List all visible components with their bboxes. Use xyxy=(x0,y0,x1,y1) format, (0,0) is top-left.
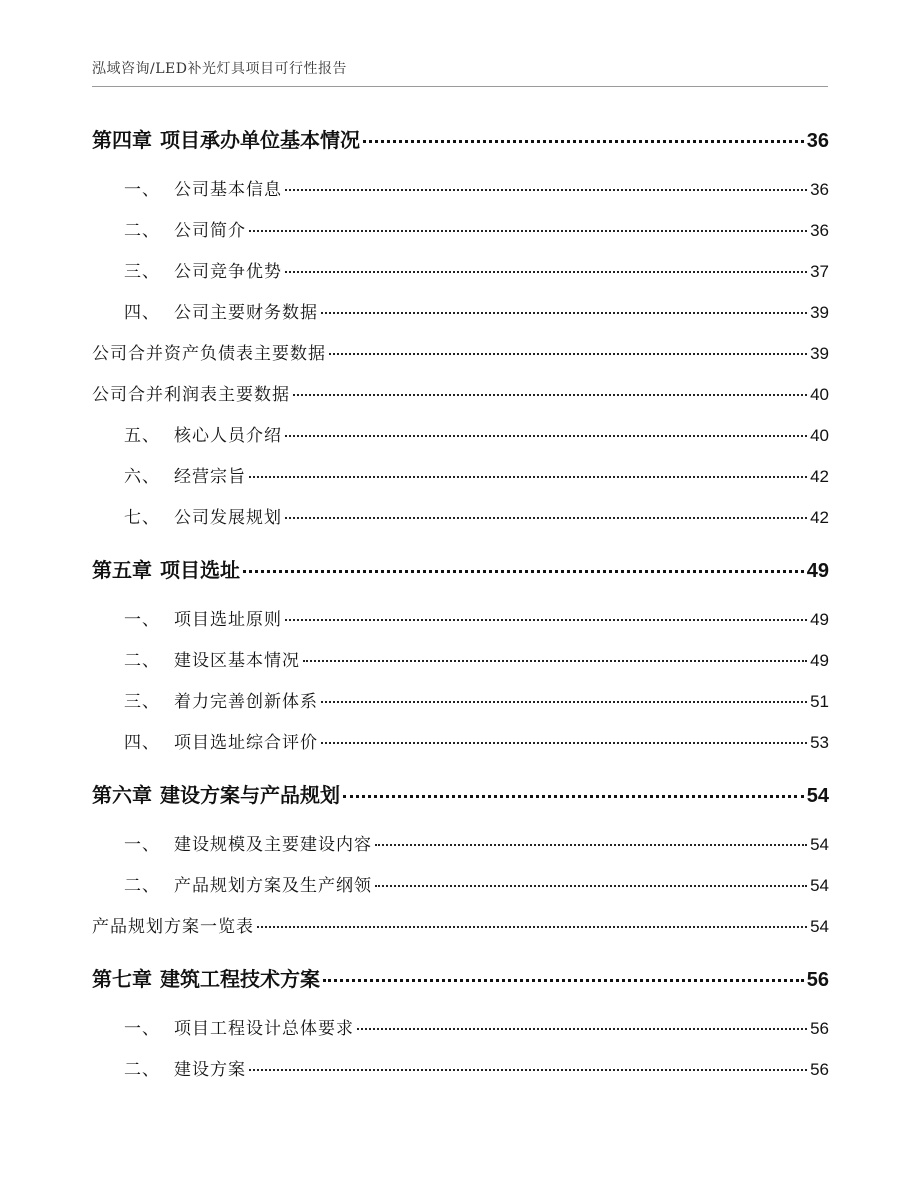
section-title: 建设方案 xyxy=(174,1060,246,1080)
toc-section-entry[interactable] xyxy=(92,728,829,753)
toc-section-entry[interactable] xyxy=(92,421,829,446)
page-number: 42 xyxy=(810,467,829,486)
toc-entry-title xyxy=(92,554,240,583)
page-number: 54 xyxy=(810,876,829,895)
toc-section-entry[interactable] xyxy=(92,257,829,282)
toc-section-entry[interactable] xyxy=(92,871,829,896)
page-number: 42 xyxy=(810,508,829,527)
toc-section-entry[interactable] xyxy=(92,380,829,405)
page-number: 54 xyxy=(810,917,829,936)
section-number: 二、 xyxy=(124,221,160,241)
section-number: 七、 xyxy=(124,508,160,528)
section-title: 项目工程设计总体要求 xyxy=(174,1019,354,1039)
section-number: 六、 xyxy=(124,467,160,487)
toc-section-entry[interactable] xyxy=(92,912,829,937)
chapter-label: 第四章 xyxy=(92,128,152,152)
subsection-title: 公司合并资产负债表主要数据 xyxy=(92,344,326,364)
toc-entry-title xyxy=(124,1014,354,1039)
toc-section-entry[interactable] xyxy=(92,1014,829,1039)
section-number: 二、 xyxy=(124,651,160,671)
page-number: 39 xyxy=(810,303,829,322)
section-title: 着力完善创新体系 xyxy=(174,692,318,712)
page-number: 40 xyxy=(810,385,829,404)
page-number: 36 xyxy=(810,221,829,240)
chapter-title: 建设方案与产品规划 xyxy=(160,783,340,807)
toc-entry-title xyxy=(124,421,282,446)
toc-chapter-entry[interactable] xyxy=(92,963,829,992)
toc-entry-title xyxy=(124,175,282,200)
page-number: 37 xyxy=(810,262,829,281)
dot-leader xyxy=(363,140,804,143)
subsection-title: 产品规划方案一览表 xyxy=(92,917,254,937)
toc-entry-title xyxy=(124,830,372,855)
dot-leader xyxy=(257,926,807,928)
toc-entry-title xyxy=(124,503,282,528)
dot-leader xyxy=(293,394,807,396)
section-number: 五、 xyxy=(124,426,160,446)
section-title: 经营宗旨 xyxy=(174,467,246,487)
page-number: 51 xyxy=(810,692,829,711)
toc-section-entry[interactable] xyxy=(92,605,829,630)
dot-leader xyxy=(321,701,807,703)
dot-leader xyxy=(249,476,807,478)
dot-leader xyxy=(285,435,807,437)
toc-section-entry[interactable] xyxy=(92,298,829,323)
section-title: 核心人员介绍 xyxy=(174,426,282,446)
dot-leader xyxy=(343,795,804,798)
chapter-label: 第五章 xyxy=(92,558,152,582)
section-number: 一、 xyxy=(124,835,160,855)
dot-leader xyxy=(285,271,807,273)
dot-leader xyxy=(321,742,807,744)
toc-entry-title xyxy=(124,687,318,712)
dot-leader xyxy=(375,844,807,846)
dot-leader xyxy=(243,570,804,573)
chapter-label: 第六章 xyxy=(92,783,152,807)
toc-entry-title xyxy=(92,339,326,364)
dot-leader xyxy=(375,885,807,887)
dot-leader xyxy=(285,189,807,191)
toc-section-entry[interactable] xyxy=(92,646,829,671)
dot-leader xyxy=(329,353,807,355)
toc-entry-title xyxy=(124,216,246,241)
toc-entry-title xyxy=(92,124,360,153)
toc-chapter-entry[interactable] xyxy=(92,124,829,153)
toc-entry-title xyxy=(124,298,318,323)
page-number: 36 xyxy=(810,180,829,199)
toc-entry-title xyxy=(124,257,282,282)
section-title: 公司发展规划 xyxy=(174,508,282,528)
section-number: 四、 xyxy=(124,303,160,323)
header-rule xyxy=(92,86,828,87)
section-title: 公司主要财务数据 xyxy=(174,303,318,323)
toc-section-entry[interactable] xyxy=(92,830,829,855)
page-number: 40 xyxy=(810,426,829,445)
section-title: 公司简介 xyxy=(174,221,246,241)
section-number: 四、 xyxy=(124,733,160,753)
section-number: 二、 xyxy=(124,1060,160,1080)
dot-leader xyxy=(285,517,807,519)
toc-section-entry[interactable] xyxy=(92,462,829,487)
section-title: 建设区基本情况 xyxy=(174,651,300,671)
toc-chapter-entry[interactable] xyxy=(92,554,829,583)
section-number: 三、 xyxy=(124,262,160,282)
toc-entry-title xyxy=(92,380,290,405)
page-number: 56 xyxy=(806,969,829,991)
dot-leader xyxy=(357,1028,807,1030)
chapter-label: 第七章 xyxy=(92,967,152,991)
page-number: 49 xyxy=(810,610,829,629)
chapter-title: 项目承办单位基本情况 xyxy=(160,128,360,152)
page-number: 54 xyxy=(810,835,829,854)
toc-section-entry[interactable] xyxy=(92,687,829,712)
page-number: 56 xyxy=(810,1060,829,1079)
toc-entry-title xyxy=(124,605,282,630)
section-title: 项目选址原则 xyxy=(174,610,282,630)
page-number: 49 xyxy=(806,560,829,582)
page-number: 56 xyxy=(810,1019,829,1038)
section-title: 公司竞争优势 xyxy=(174,262,282,282)
subsection-title: 公司合并利润表主要数据 xyxy=(92,385,290,405)
dot-leader xyxy=(323,979,804,982)
section-title: 公司基本信息 xyxy=(174,180,282,200)
toc-section-entry[interactable] xyxy=(92,216,829,241)
dot-leader xyxy=(303,660,807,662)
toc-chapter-entry[interactable] xyxy=(92,779,829,808)
page-number: 49 xyxy=(810,651,829,670)
toc-entry-title xyxy=(124,728,318,753)
section-title: 产品规划方案及生产纲领 xyxy=(174,876,372,896)
section-number: 二、 xyxy=(124,876,160,896)
toc-entry-title xyxy=(124,1055,246,1080)
section-title: 建设规模及主要建设内容 xyxy=(174,835,372,855)
page-number: 54 xyxy=(806,785,829,807)
page-number: 39 xyxy=(810,344,829,363)
toc-section-entry[interactable] xyxy=(92,175,829,200)
dot-leader xyxy=(249,230,807,232)
dot-leader xyxy=(321,312,807,314)
toc-entry-title xyxy=(92,963,320,992)
chapter-title: 项目选址 xyxy=(160,558,240,582)
section-number: 三、 xyxy=(124,692,160,712)
toc-section-entry[interactable] xyxy=(92,1055,829,1080)
section-number: 一、 xyxy=(124,180,160,200)
toc-entry-title xyxy=(124,871,372,896)
dot-leader xyxy=(249,1069,807,1071)
chapter-title: 建筑工程技术方案 xyxy=(160,967,320,991)
page-number: 36 xyxy=(806,130,829,152)
toc-entry-title xyxy=(92,912,254,937)
toc-entry-title xyxy=(92,779,340,808)
toc-section-entry[interactable] xyxy=(92,339,829,364)
page-number: 53 xyxy=(810,733,829,752)
toc-entry-title xyxy=(124,462,246,487)
section-number: 一、 xyxy=(124,1019,160,1039)
section-number: 一、 xyxy=(124,610,160,630)
running-header: 泓域咨询/LED补光灯具项目可行性报告 xyxy=(92,61,347,77)
toc-section-entry[interactable] xyxy=(92,503,829,528)
dot-leader xyxy=(285,619,807,621)
section-title: 项目选址综合评价 xyxy=(174,733,318,753)
toc-entry-title xyxy=(124,646,300,671)
